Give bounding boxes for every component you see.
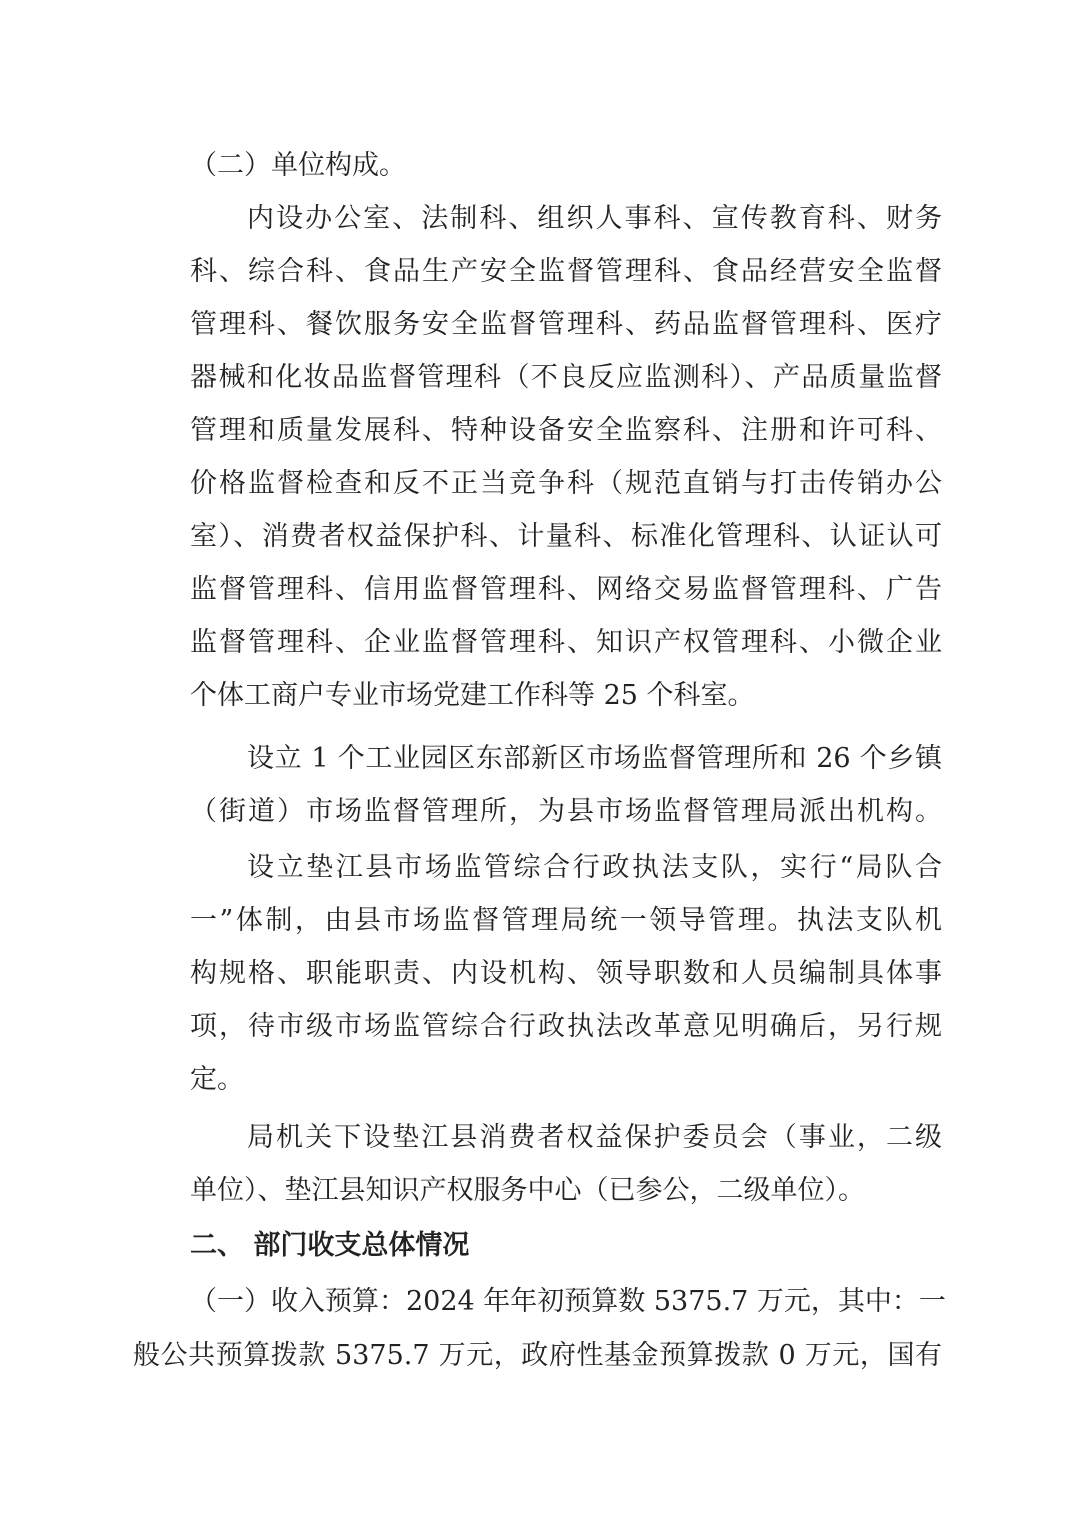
paragraph-line: 科、综合科、食品生产安全监督管理科、食品经营安全监督 <box>190 256 942 287</box>
paragraph-line: （一）收入预算：2024 年年初预算数 5375.7 万元，其中：一 <box>190 1286 946 1317</box>
paragraph-line: 内设办公室、法制科、组织人事科、宣传教育科、财务 <box>247 203 942 234</box>
paragraph-line: 价格监督检查和反不正当竞争科（规范直销与打击传销办公 <box>190 468 942 499</box>
subsection-heading-unit-composition: （二）单位构成。 <box>190 150 406 181</box>
paragraph-line: 设立 1 个工业园区东部新区市场监督管理所和 26 个乡镇 <box>247 743 942 774</box>
paragraph-line: 管理和质量发展科、特种设备安全监察科、注册和许可科、 <box>190 415 942 446</box>
paragraph-line: 般公共预算拨款 5375.7 万元，政府性基金预算拨款 0 万元，国有 <box>133 1340 942 1371</box>
paragraph-line: 室）、消费者权益保护科、计量科、标准化管理科、认证认可 <box>190 521 942 552</box>
paragraph-line: 局机关下设垫江县消费者权益保护委员会（事业，二级 <box>247 1122 942 1153</box>
section-heading-budget-overview: 二、 部门收支总体情况 <box>190 1230 470 1261</box>
paragraph-line: 器械和化妆品监督管理科（不良反应监测科）、产品质量监督 <box>190 362 942 393</box>
paragraph-line: 构规格、职能职责、内设机构、领导职数和人员编制具体事 <box>190 958 942 989</box>
paragraph-line: 定。 <box>190 1064 244 1095</box>
paragraph-line: 管理科、餐饮服务安全监督管理科、药品监督管理科、医疗 <box>190 309 942 340</box>
paragraph-line: 设立垫江县市场监管综合行政执法支队，实行“局队合 <box>247 852 942 883</box>
paragraph-line: 监督管理科、信用监督管理科、网络交易监督管理科、广告 <box>190 574 942 605</box>
paragraph-line: （街道）市场监督管理所，为县市场监督管理局派出机构。 <box>190 796 942 827</box>
paragraph-line: 项，待市级市场监管综合行政执法改革意见明确后，另行规 <box>190 1011 942 1042</box>
paragraph-line: 监督管理科、企业监督管理科、知识产权管理科、小微企业 <box>190 627 942 658</box>
paragraph-line: 单位）、垫江县知识产权服务中心（已参公，二级单位）。 <box>190 1175 865 1206</box>
paragraph-line: 一”体制，由县市场监督管理局统一领导管理。执法支队机 <box>190 905 942 936</box>
paragraph-line: 个体工商户专业市场党建工作科等 25 个科室。 <box>190 680 755 711</box>
